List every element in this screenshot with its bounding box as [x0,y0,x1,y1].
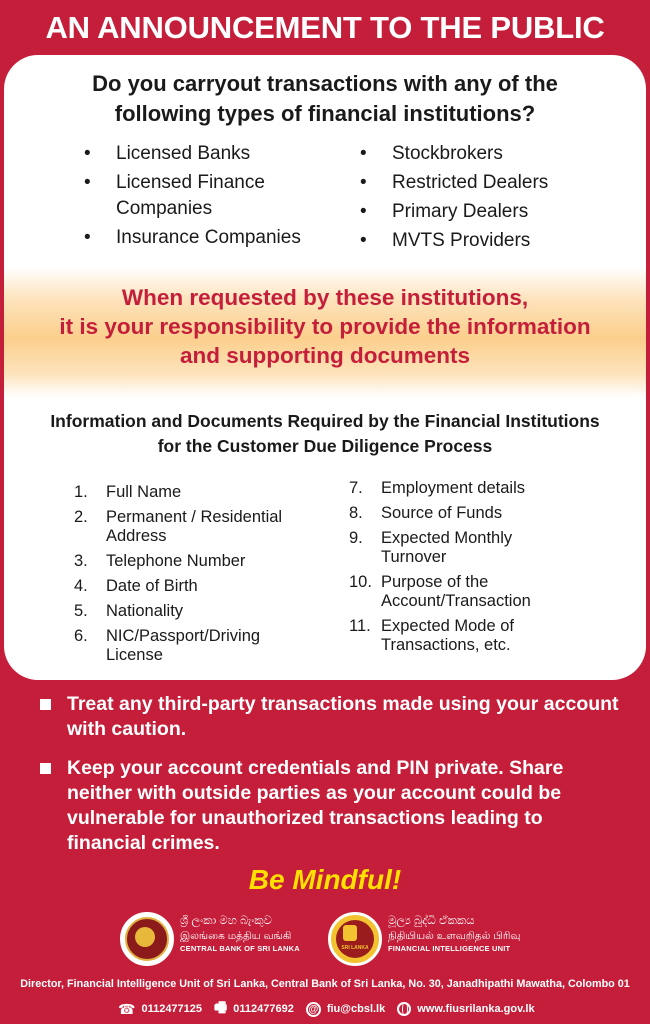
item-text: Telephone Number [106,552,246,570]
globe-icon [397,1002,411,1016]
square-bullet-icon [40,699,51,710]
caution-note-text: Treat any third-party transactions made using your account with caution. [67,693,619,740]
central-bank-sinhala: ශ්‍රී ලංකා මහ බැංකුව [180,915,272,927]
list-item [360,141,620,167]
question-heading [4,69,646,129]
documents-heading-line-2: for the Customer Due Diligence Process [157,436,493,456]
bullet-icon: • [84,227,91,248]
item-text: Full Name [106,483,182,501]
item-text: Source of Funds [381,504,503,522]
fiu-tamil: நிதியியல் உளவறிதல் பிரிவு [388,930,521,942]
item-number: 3. [74,552,88,570]
institution-list-left [84,141,344,254]
fiu-sinhala: මූල්‍ය බුද්ධි ඒකකය [388,915,475,927]
fax-contact [214,997,294,1021]
caution-note-text: Keep your account credentials and PIN private. Share neither with outside parties as your account could be vulnerable for unauthorized transactions leading to financial crimes. [67,757,564,854]
list-item [349,529,549,567]
poster-headline: AN ANNOUNCEMENT TO THE PUBLIC [45,10,605,45]
responsibility-line-2: it is your responsibility to provide the information [59,314,591,339]
institution-list-right [360,141,620,257]
fiu-seal-icon [328,912,382,966]
item-text: Permanent / Residential Address [106,508,283,545]
caution-note [40,692,620,742]
central-bank-tamil: இலங்கை மத்திய வங்கி [180,930,292,942]
fiu-seal-text: SRI LANKA [341,945,369,951]
list-item [360,199,620,225]
list-item [74,552,344,571]
item-number: 9. [349,529,363,547]
item-number: 11. [349,617,371,635]
item-number: 4. [74,577,88,595]
institution-label: Restricted Dealers [392,172,549,193]
list-item [360,228,620,254]
list-item [74,483,344,502]
list-item [349,504,609,523]
phone-number[interactable]: 0112477125 [141,1003,203,1015]
institution-label: Primary Dealers [392,201,529,222]
bullet-icon: • [84,143,91,164]
item-number: 10. [349,573,372,591]
item-text: Date of Birth [106,577,198,595]
responsibility-line-3: and supporting documents [180,343,470,368]
postal-address: Director, Financial Intelligence Unit of Sri Lanka, Central Bank of Sri Lanka, No. 30, Janadhipathi Mawatha, Colombo 01 [20,978,630,990]
responsibility-line-1: When requested by these institutions, [121,285,529,310]
phone-contact [118,1001,202,1018]
fiu-english: FINANCIAL INTELLIGENCE UNIT [388,944,511,953]
item-number: 2. [74,508,88,526]
fax-number[interactable]: 0112477692 [233,1003,294,1015]
bullet-icon: • [360,230,367,251]
central-bank-seal-icon [120,912,174,966]
contact-bar [118,1000,547,1018]
fax-icon: 🖷 [214,999,228,1015]
institution-label: Insurance Companies [116,227,301,248]
website-contact [397,1002,534,1016]
list-item [74,602,344,621]
item-text: Expected Monthly Turnover [381,529,513,566]
item-number: 8. [349,504,363,522]
email-contact [306,1002,385,1017]
caution-note [40,756,620,856]
question-line-1: Do you carryout transactions with any of the [92,71,558,96]
item-text: Employment details [381,479,525,497]
item-number: 6. [74,627,88,645]
documents-heading [4,409,646,459]
item-text: NIC/Passport/Driving License [106,627,261,664]
document-list-left [74,483,344,665]
institution-label: Licensed Banks [116,143,251,164]
list-item [349,479,609,498]
central-bank-name [180,914,320,955]
item-number: 1. [74,483,88,501]
website-link[interactable]: www.fiusrilanka.gov.lk [417,1003,535,1015]
email-icon: @ [306,1002,321,1017]
bullet-icon: • [360,143,367,164]
question-line-2: following types of financial institutions? [114,101,536,126]
item-text: Nationality [106,602,184,620]
list-item [74,508,314,546]
central-bank-english: CENTRAL BANK OF SRI LANKA [180,944,300,953]
info-card [4,55,646,680]
phone-icon: ☎ [118,1000,136,1017]
square-bullet-icon [40,763,51,774]
slogan: Be Mindful! [248,864,402,895]
list-item [84,170,344,222]
list-item [84,225,344,251]
caution-notes [40,692,620,870]
list-item [84,141,344,167]
institution-label: MVTS Providers [392,230,531,251]
fiu-name [388,914,558,955]
item-text: Expected Mode of Transactions, etc. [381,617,514,654]
bullet-icon: • [84,172,91,193]
documents-heading-line-1: Information and Documents Required by the Financial Institutions [50,411,600,431]
institution-label: Licensed Finance Companies [116,172,265,219]
item-text: Purpose of the Account/Transaction [381,573,531,610]
bullet-icon: • [360,172,367,193]
list-item [349,617,539,655]
item-number: 5. [74,602,88,620]
responsibility-message [4,283,646,370]
list-item [349,573,549,611]
institution-label: Stockbrokers [392,143,503,164]
email-address[interactable]: fiu@cbsl.lk [326,1003,386,1015]
list-item [360,170,620,196]
item-number: 7. [349,479,363,497]
list-item [74,627,294,665]
document-list-right [349,479,609,655]
list-item [74,577,344,596]
bullet-icon: • [360,201,367,222]
